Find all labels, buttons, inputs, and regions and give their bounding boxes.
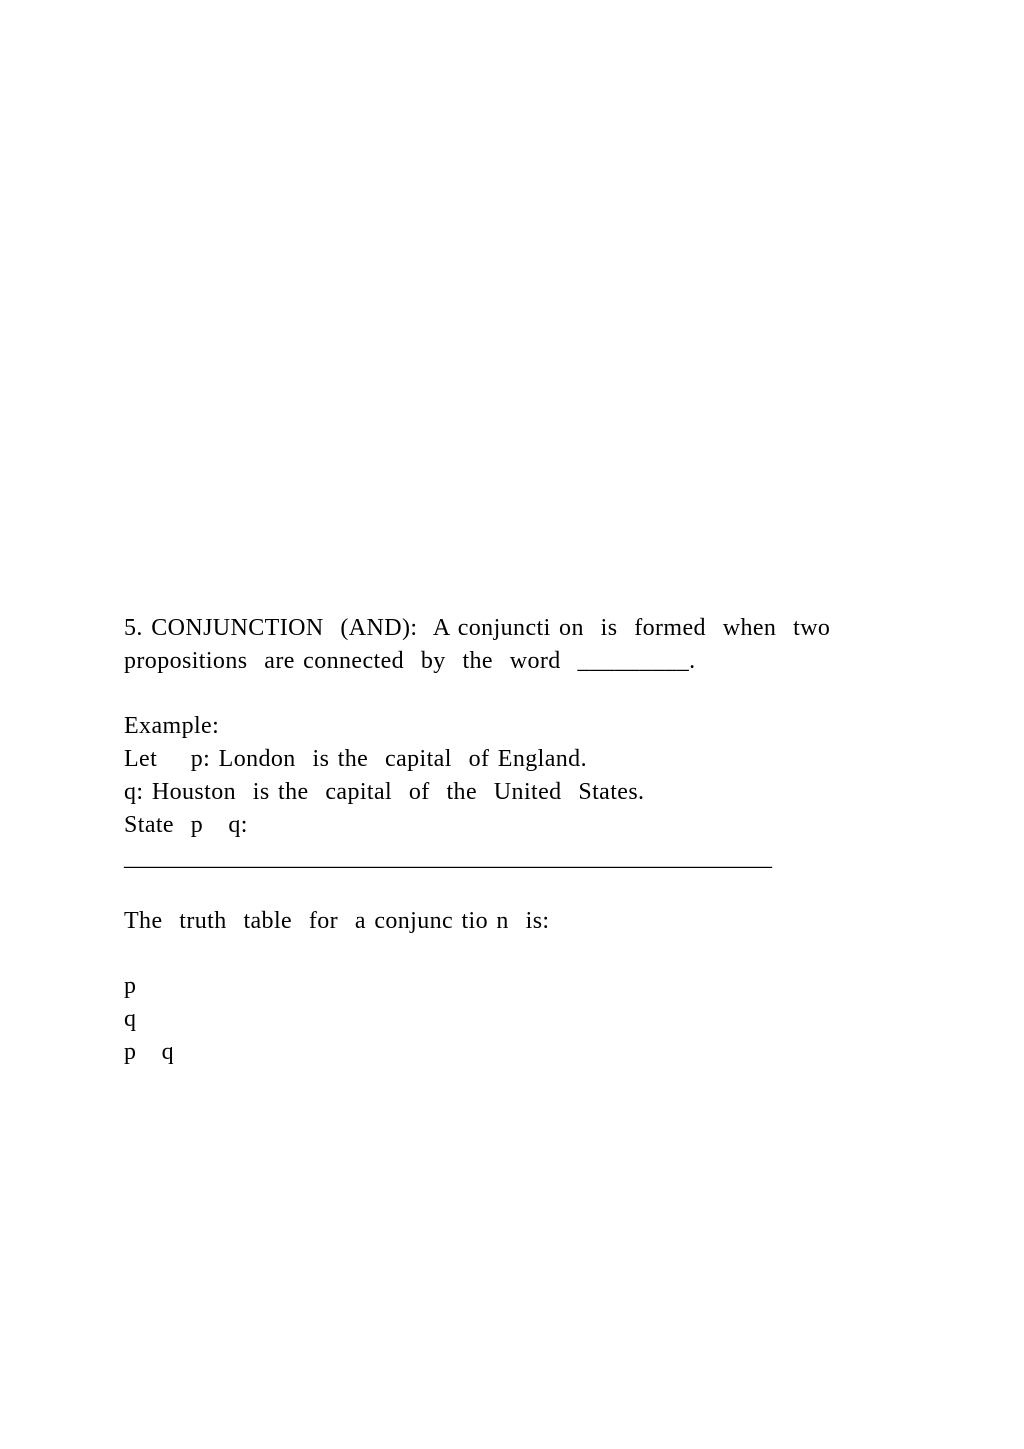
heading-line-2: propositions are connected by the word _________. — [124, 648, 696, 674]
spacer — [124, 875, 904, 905]
truth-table-header-q: q — [124, 1006, 137, 1032]
answer-rule: ______________________________________________________ — [124, 845, 772, 871]
spacer — [124, 938, 904, 970]
document-body — [124, 612, 904, 1069]
q-line: q: Houston is the capital of the United States. — [124, 779, 645, 805]
let-p-line: Let p: London is the capital of England. — [124, 746, 587, 772]
heading-line-1: 5. CONJUNCTION (AND): A conjuncti on is formed when two — [124, 615, 831, 641]
spacer — [124, 678, 904, 710]
truth-table-intro: The truth table for a conjunc tio n is: — [124, 908, 550, 934]
truth-table-header-p-and-q: p q — [124, 1039, 174, 1065]
example-label: Example: — [124, 713, 220, 739]
state-line: State p q: — [124, 812, 248, 838]
truth-table-header-p: p — [124, 973, 137, 999]
